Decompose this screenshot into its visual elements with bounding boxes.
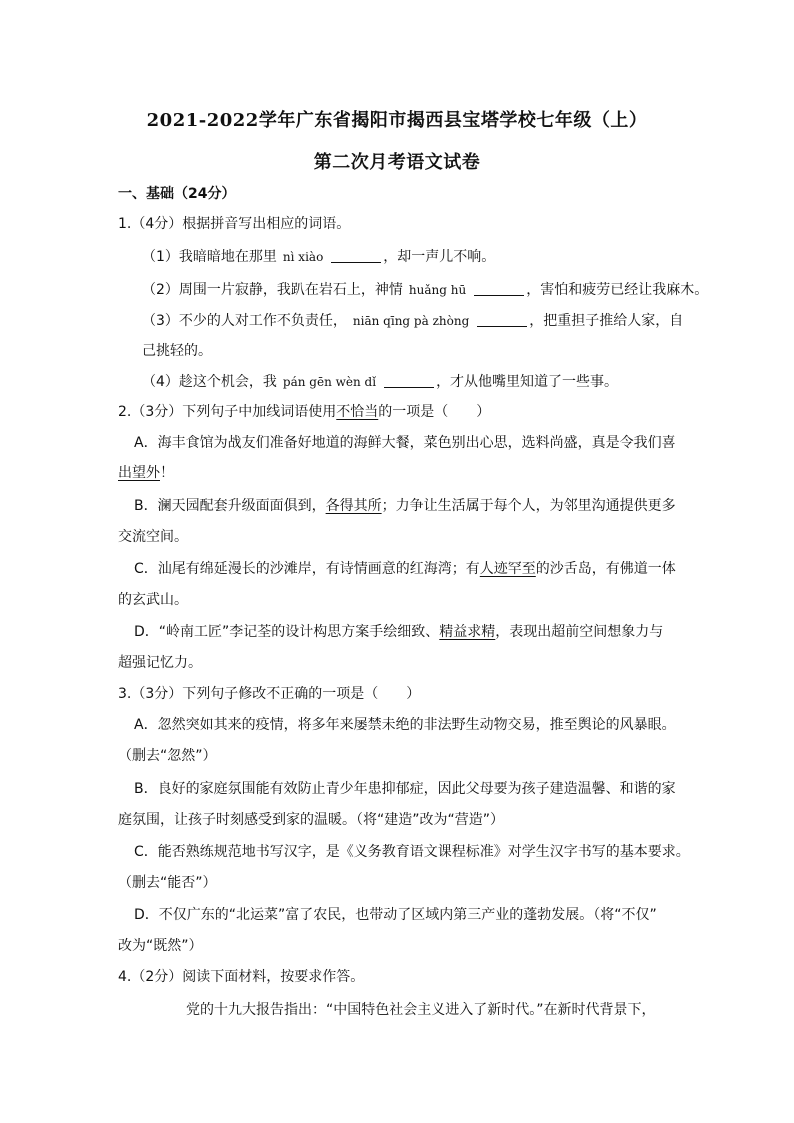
q2-option-c-underlined: 人迹罕至 bbox=[479, 561, 536, 577]
q2-option-a-tail: ！ bbox=[160, 465, 174, 481]
q3-option-c-line2: （删去“能否”） bbox=[118, 875, 217, 891]
q4-paragraph: 党的十九大报告指出：“中国特色社会主义进入了新时代。”在新时代背景下， bbox=[186, 1002, 656, 1018]
q1-item-4 bbox=[142, 372, 618, 392]
q1-item-2-blank bbox=[474, 281, 524, 296]
q2-option-b-pre: B．澜天园配套升级面面俱到， bbox=[134, 498, 326, 514]
q3-option-b-line1: B．良好的家庭氛围能有效防止青少年患抑郁症，因此父母要为孩子建造温馨、和谐的家 bbox=[134, 781, 676, 797]
q1-item-2-pinyin: huǎng hū bbox=[408, 283, 467, 297]
q2-option-b-underlined: 各得其所 bbox=[325, 498, 382, 514]
q2-option-c-line2: 的玄武山。 bbox=[118, 592, 188, 608]
q2-option-c-line1 bbox=[134, 559, 676, 579]
q2-option-a-underlined: 出望外 bbox=[118, 465, 160, 481]
q1-item-2-post: ，害怕和疲劳已经让我麻木。 bbox=[526, 282, 709, 298]
q1-item-3-pre: （3）不少的人对工作不负责任， bbox=[142, 313, 347, 329]
q1-item-4-post: ，才从他嘴里知道了一些事。 bbox=[436, 374, 619, 390]
q1-item-3-cont: 己挑轻的。 bbox=[142, 343, 212, 359]
q2-option-d-underlined: 精益求精 bbox=[439, 624, 496, 640]
q2-option-d-line2: 超强记忆力。 bbox=[118, 655, 202, 671]
q2-stem bbox=[118, 402, 490, 422]
q1-item-3-pinyin: niān qīng pà zhòng bbox=[352, 314, 470, 328]
q2-option-a-line2 bbox=[118, 463, 174, 483]
q2-stem-pre: 2.（3分）下列句子中加线词语使用 bbox=[118, 404, 337, 420]
q2-option-b-post: ；力争让生活属于每个人，为邻里沟通提供更多 bbox=[381, 498, 676, 514]
exam-title-line1: 2021-2022学年广东省揭阳市揭西县宝塔学校七年级（上） bbox=[146, 110, 648, 131]
q1-stem: 1.（4分）根据拼音写出相应的词语。 bbox=[118, 216, 351, 232]
q1-item-1-pre: （1）我暗暗地在那里 bbox=[142, 249, 277, 265]
q3-option-c-line1: C．能否熟练规范地书写汉字，是《义务教育语文课程标准》对学生汉字书写的基本要求。 bbox=[134, 844, 690, 860]
q2-option-c-post: 的沙舌岛，有佛道一体 bbox=[535, 561, 676, 577]
exam-title-line2: 第二次月考语文试卷 bbox=[313, 152, 481, 173]
q1-item-2 bbox=[142, 280, 708, 300]
q3-option-d-line1: D．不仅广东的“北运菜”富了农民，也带动了区域内第三产业的蓬勃发展。（将“不仅” bbox=[134, 907, 657, 923]
q4-stem: 4.（2分）阅读下面材料，按要求作答。 bbox=[118, 969, 365, 985]
q2-option-a-line1: A．海丰食馆为战友们准备好地道的海鲜大餐，菜色别出心思，选料尚盛，真是令我们喜 bbox=[134, 435, 676, 451]
q2-option-d-line1 bbox=[134, 622, 663, 642]
q1-item-4-blank bbox=[384, 373, 434, 388]
q1-item-1 bbox=[142, 247, 495, 267]
q1-item-3-post: ，把重担子推给人家，自 bbox=[529, 313, 684, 329]
q3-option-b-line2: 庭氛围，让孩子时刻感受到家的温暖。（将“建造”改为“营造”） bbox=[118, 812, 505, 828]
q3-option-a-line2: （删去“忽然”） bbox=[118, 748, 217, 764]
q1-item-1-blank bbox=[331, 248, 381, 263]
q1-item-1-pinyin: nì xiào bbox=[282, 250, 324, 264]
q2-option-d-post: ，表现出超前空间想象力与 bbox=[495, 624, 664, 640]
q1-item-1-post: ，却一声儿不响。 bbox=[383, 249, 496, 265]
q2-option-d-pre: D．“岭南工匠”李记荃的设计构思方案手绘细致、 bbox=[134, 624, 440, 640]
q3-option-d-line2: 改为“既然”） bbox=[118, 938, 203, 954]
q2-stem-post: 的一项是（ ） bbox=[378, 404, 491, 420]
q3-option-a-line1: A．忽然突如其来的疫情，将多年来屡禁未绝的非法野生动物交易，推至舆论的风暴眼。 bbox=[134, 717, 676, 733]
q2-option-c-pre: C．汕尾有绵延漫长的沙滩岸，有诗情画意的红海湾；有 bbox=[134, 561, 480, 577]
section-heading: 一、基础（24分） bbox=[118, 186, 236, 202]
q1-item-3 bbox=[142, 311, 683, 331]
q1-item-2-pre: （2）周围一片寂静，我趴在岩石上，神情 bbox=[142, 282, 403, 298]
q1-item-4-pre: （4）趁这个机会，我 bbox=[142, 374, 277, 390]
q2-stem-underlined: 不恰当 bbox=[336, 404, 379, 420]
q1-item-3-blank bbox=[477, 312, 527, 327]
q1-item-4-pinyin: pán gēn wèn dǐ bbox=[282, 375, 377, 389]
q3-stem: 3.（3分）下列句子修改不正确的一项是（ ） bbox=[118, 686, 421, 702]
q2-option-b-line1 bbox=[134, 496, 676, 516]
q2-option-b-line2: 交流空间。 bbox=[118, 529, 188, 545]
